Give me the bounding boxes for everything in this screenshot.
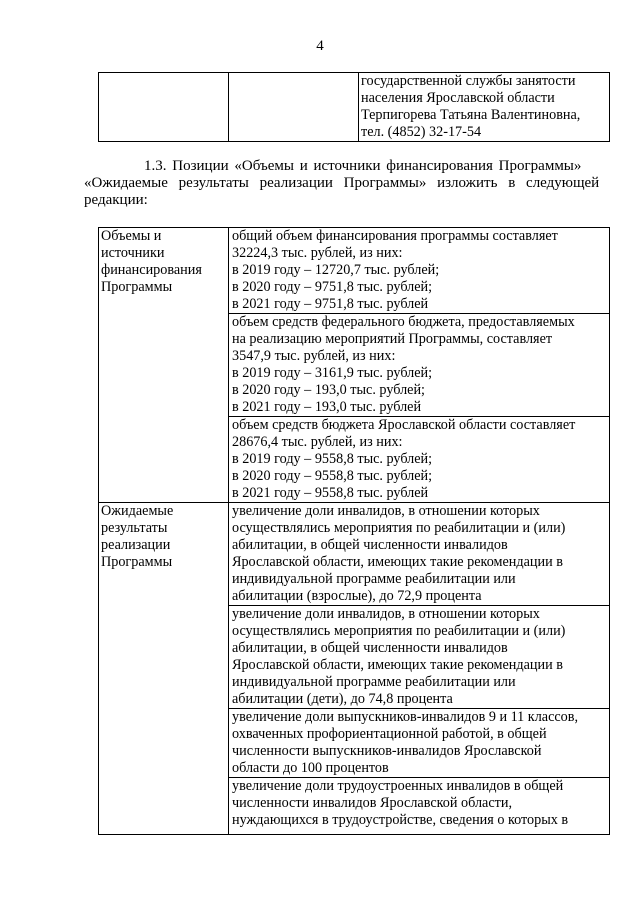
cell-line: объем средств федерального бюджета, предоставляемых: [232, 314, 575, 330]
paragraph-line: редакции:: [84, 192, 148, 208]
paragraph-line: 1.3. Позиции «Объемы и источники финансирования Программы»: [144, 158, 582, 174]
result-children-cell: [229, 606, 610, 709]
cell-line: увеличение доли инвалидов, в отношении которых: [232, 606, 540, 622]
paragraph-line: «Ожидаемые результаты реализации Программы» изложить в следующей: [84, 175, 600, 191]
label-line: финансирования: [101, 262, 202, 278]
cell-line: области до 100 процентов: [232, 760, 389, 776]
label-line: Программы: [101, 554, 173, 570]
amendment-paragraph: [84, 158, 610, 209]
financing-label-cell: [99, 228, 229, 503]
cell-line: увеличение доли выпускников-инвалидов 9 и 11 классов,: [232, 709, 579, 725]
results-label-cell: [99, 503, 229, 835]
empty-cell-2: [229, 73, 359, 142]
cell-line: увеличение доли инвалидов, в отношении которых: [232, 503, 540, 519]
result-graduates-cell: [229, 709, 610, 778]
cell-line: 3547,9 тыс. рублей, из них:: [232, 348, 396, 364]
cell-line: в 2019 году – 12720,7 тыс. рублей;: [232, 262, 440, 278]
financing-total-cell: [229, 228, 610, 314]
federal-budget-cell: [229, 314, 610, 417]
contact-cell: [359, 73, 610, 142]
cell-line: на реализацию мероприятий Программы, составляет: [232, 331, 553, 347]
cell-line: 28676,4 тыс. рублей, из них:: [232, 434, 403, 450]
cell-line: абилитации, в общей численности инвалидов: [232, 537, 508, 553]
contact-line: государственной службы занятости: [361, 73, 576, 89]
label-line: реализации: [101, 537, 171, 553]
cell-line: охваченных профориентационной работой, в общей: [232, 726, 547, 742]
cell-line: в 2019 году – 9558,8 тыс. рублей;: [232, 451, 433, 467]
cell-line: абилитации (дети), до 74,8 процента: [232, 691, 453, 707]
cell-line: в 2020 году – 9558,8 тыс. рублей;: [232, 468, 433, 484]
cell-line: в 2021 году – 9751,8 тыс. рублей: [232, 296, 429, 312]
cell-line: в 2020 году – 193,0 тыс. рублей;: [232, 382, 425, 398]
continuation-table: [98, 72, 610, 142]
cell-line: в 2021 году – 9558,8 тыс. рублей: [232, 485, 429, 501]
cell-line: численности инвалидов Ярославской области,: [232, 795, 512, 811]
table-row: [99, 228, 610, 314]
page-number: 4: [316, 38, 324, 54]
label-line: Программы: [101, 279, 173, 295]
cell-line: индивидуальной программе реабилитации или: [232, 674, 516, 690]
cell-line: 32224,3 тыс. рублей, из них:: [232, 245, 403, 261]
cell-line: в 2019 году – 3161,9 тыс. рублей;: [232, 365, 433, 381]
cell-line: осуществлялись мероприятия по реабилитации и (или): [232, 623, 566, 639]
cell-line: общий объем финансирования программы составляет: [232, 228, 558, 244]
cell-line: Ярославской области, имеющих такие рекомендации в: [232, 554, 563, 570]
cell-line: в 2020 году – 9751,8 тыс. рублей;: [232, 279, 433, 295]
cell-line: абилитации (взрослые), до 72,9 процента: [232, 588, 482, 604]
contact-line: населения Ярославской области: [361, 90, 555, 106]
cell-line: абилитации, в общей численности инвалидов: [232, 640, 508, 656]
label-line: результаты: [101, 520, 168, 536]
cell-line: индивидуальной программе реабилитации или: [232, 571, 516, 587]
contact-line: Терпигорева Татьяна Валентиновна,: [361, 107, 581, 123]
empty-cell-1: [99, 73, 229, 142]
cell-line: осуществлялись мероприятия по реабилитации и (или): [232, 520, 566, 536]
cell-line: объем средств бюджета Ярославской области составляет: [232, 417, 576, 433]
cell-line: в 2021 году – 193,0 тыс. рублей: [232, 399, 422, 415]
table-row: [99, 503, 610, 606]
cell-line: увеличение доли трудоустроенных инвалидов в общей: [232, 778, 564, 794]
label-line: Объемы и: [101, 228, 162, 244]
label-line: Ожидаемые: [101, 503, 174, 519]
result-employment-cell: [229, 778, 610, 835]
cell-line: Ярославской области, имеющих такие рекомендации в: [232, 657, 563, 673]
result-adults-cell: [229, 503, 610, 606]
cell-line: численности выпускников-инвалидов Ярославской: [232, 743, 542, 759]
cell-line: нуждающихся в трудоустройстве, сведения о которых в: [232, 812, 569, 828]
contact-line: тел. (4852) 32-17-54: [361, 124, 482, 140]
label-line: источники: [101, 245, 165, 261]
program-table: [98, 227, 610, 835]
regional-budget-cell: [229, 417, 610, 503]
